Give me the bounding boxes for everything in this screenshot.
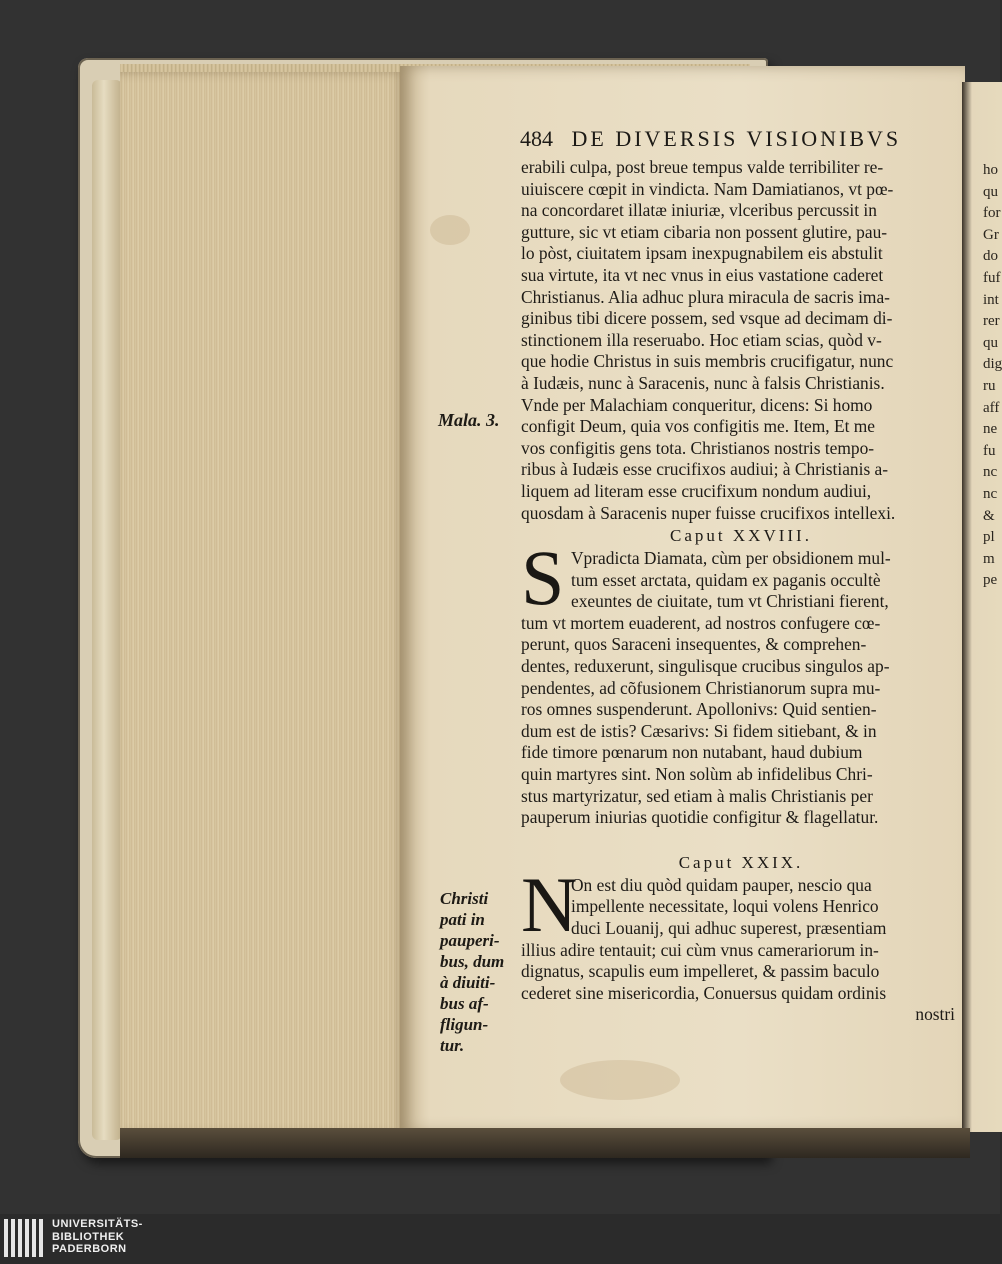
- text-line: Vnde per Malachiam conqueritur, dicens: Si homo: [521, 394, 873, 415]
- catchword: nostri: [915, 1004, 955, 1025]
- margin-note-line: bus, dum: [440, 952, 505, 971]
- page-number: 484: [520, 126, 553, 151]
- text-line: na concordaret illatæ iniuriæ, vlceribus percussit in: [521, 200, 877, 221]
- text-line: à Iudæis, nunc à Saracenis, nunc à falsis Christianis.: [521, 372, 885, 393]
- chapter-heading: Caput XXIX.: [678, 852, 804, 872]
- fragment: pe: [983, 572, 998, 589]
- fragment: pl: [983, 529, 995, 546]
- fragment: qu: [983, 334, 998, 351]
- library-logo-icon: [4, 1219, 44, 1257]
- fragment: nc: [983, 485, 998, 502]
- text-line: exeuntes de ciuitate, tum vt Christiani fierent,: [571, 591, 889, 612]
- text-line: dentes, reduxerunt, singulisque crucibus singulos ap-: [521, 656, 890, 677]
- margin-note-line: pauperi-: [440, 931, 500, 950]
- library-footer: [0, 1214, 1000, 1264]
- logo-line: PADERBORN: [52, 1243, 127, 1255]
- text-line: configit Deum, quia vos configitis me. Item, Et me: [521, 416, 876, 437]
- margin-note-line: Christi: [440, 889, 489, 908]
- margin-note-line: tur.: [440, 1036, 465, 1055]
- fragment: qu: [983, 183, 998, 200]
- text-line: pendentes, ad cõfusionem Christianorum supra mu-: [521, 677, 881, 698]
- text-line: ros omnes suspenderunt. Apollonivs: Quid sentien-: [521, 699, 877, 720]
- running-head-title: DE DIVERSIS VISIONIBVS: [571, 126, 902, 151]
- fragment: m: [983, 550, 995, 567]
- logo-line: BIBLIOTHEK: [52, 1230, 125, 1243]
- text-line: ribus à Iudæis esse crucifixos audiui; à Christianis a-: [521, 459, 889, 480]
- text-line: sua virtute, ita vt nec vnus in eius vastatione caderet: [521, 264, 884, 285]
- drop-cap-initial: S: [521, 534, 565, 622]
- text-line: duci Louanij, qui adhuc superest, præsentiam: [571, 918, 887, 938]
- text-line: gutture, sic vt etiam cibaria non possent glutire, pau-: [521, 221, 888, 242]
- logo-line: UNIVERSITÄTS-: [52, 1218, 143, 1230]
- recto-page-fragments: [983, 160, 1002, 592]
- text-line: impellente necessitate, loqui volens Henrico: [571, 896, 879, 917]
- text-line: stinctionem illa reseruabo. Hoc etiam scias, quòd v-: [521, 329, 882, 350]
- text-line: stus martyrizatur, sed etiam à malis Christianis per: [521, 785, 873, 806]
- text-line: liquem ad literam esse crucifixum nondum audiui,: [521, 480, 872, 501]
- text-line: cederet sine misericordia, Conuersus quidam ordinis: [521, 982, 887, 1003]
- margin-note-line: bus af-: [440, 994, 489, 1013]
- running-head: [520, 126, 960, 156]
- text-line: lo pòst, ciuitatem ipsam inexpugnabilem eis abstulit: [521, 243, 883, 264]
- fragment: do: [983, 248, 998, 265]
- text-line: perunt, quos Saraceni insequentes, & comprehen-: [521, 634, 867, 655]
- margin-note-line: à diuiti-: [440, 973, 496, 992]
- text-line: dignatus, scapulis eum impelleret, & passim baculo: [521, 961, 880, 982]
- text-line: tum vt mortem euaderent, ad nostros confugere cœ-: [521, 612, 881, 633]
- page-stain: [430, 215, 470, 245]
- page-block-edge: [120, 72, 405, 1134]
- fragment: aff: [983, 399, 1000, 416]
- text-line: quosdam à Saracenis nuper fuisse crucifixos intellexi.: [521, 502, 896, 523]
- fragment: &: [983, 507, 995, 524]
- fragment: fuf: [983, 269, 1001, 286]
- text-line: dum est de istis? Cæsarivs: Si fidem sitiebant, & in: [521, 720, 877, 741]
- text-line: uiuiscere cœpit in vindicta. Nam Damiatianos, vt pœ-: [521, 178, 894, 199]
- text-line: que hodie Christus in suis membris crucifigatur, nunc: [521, 351, 894, 372]
- text-line: Christianus. Alia adhuc plura miracula de sacris ima-: [521, 286, 890, 307]
- fragment: int: [983, 291, 999, 308]
- margin-note-reference: Mala. 3.: [438, 410, 500, 430]
- text-line: fide timore pœnarum non nutabant, haud dubium: [521, 742, 863, 763]
- fragment: ne: [983, 421, 998, 438]
- main-text-block: [521, 157, 961, 1026]
- fragment: dig: [983, 356, 1002, 373]
- fragment: ru: [983, 377, 996, 394]
- drop-cap-initial: N: [521, 860, 578, 948]
- fragment: for: [983, 205, 1001, 222]
- margin-note-line: pati in: [440, 910, 485, 929]
- text-line: ginibus tibi dicere possem, sed vsque ad decimam di-: [521, 308, 893, 329]
- margin-note-christi: [440, 888, 520, 1056]
- fragment: fu: [983, 442, 996, 459]
- fragment: nc: [983, 464, 998, 481]
- fragment: rer: [983, 313, 1000, 330]
- text-line: illius adire tentauit; cui cùm vnus camerariorum in-: [521, 939, 879, 960]
- text-line: pauperum iniurias quotidie configitur & flagellatur.: [521, 807, 879, 828]
- text-line: quin martyres sint. Non solùm ab infidelibus Chri-: [521, 764, 873, 785]
- margin-note-line: fligun-: [440, 1015, 489, 1034]
- library-logo-text: [52, 1218, 143, 1256]
- text-line: Vpradicta Diamata, cùm per obsidionem mul-: [571, 548, 891, 569]
- book-spine: [92, 80, 122, 1140]
- page-stain: [560, 1060, 680, 1100]
- fragment: ho: [983, 162, 998, 178]
- text-line: vos configitis gens tota. Christianos nostris tempo-: [521, 437, 875, 458]
- text-line: On est diu quòd quidam pauper, nescio qua: [571, 874, 872, 895]
- text-line: tum esset arctata, quidam ex paganis occultè: [571, 569, 881, 590]
- chapter-heading: Caput XXVIII.: [670, 526, 812, 546]
- text-line: erabili culpa, post breue tempus valde terribiliter re-: [521, 157, 884, 177]
- fragment: Gr: [983, 226, 999, 243]
- book-bottom-edge: [120, 1128, 970, 1158]
